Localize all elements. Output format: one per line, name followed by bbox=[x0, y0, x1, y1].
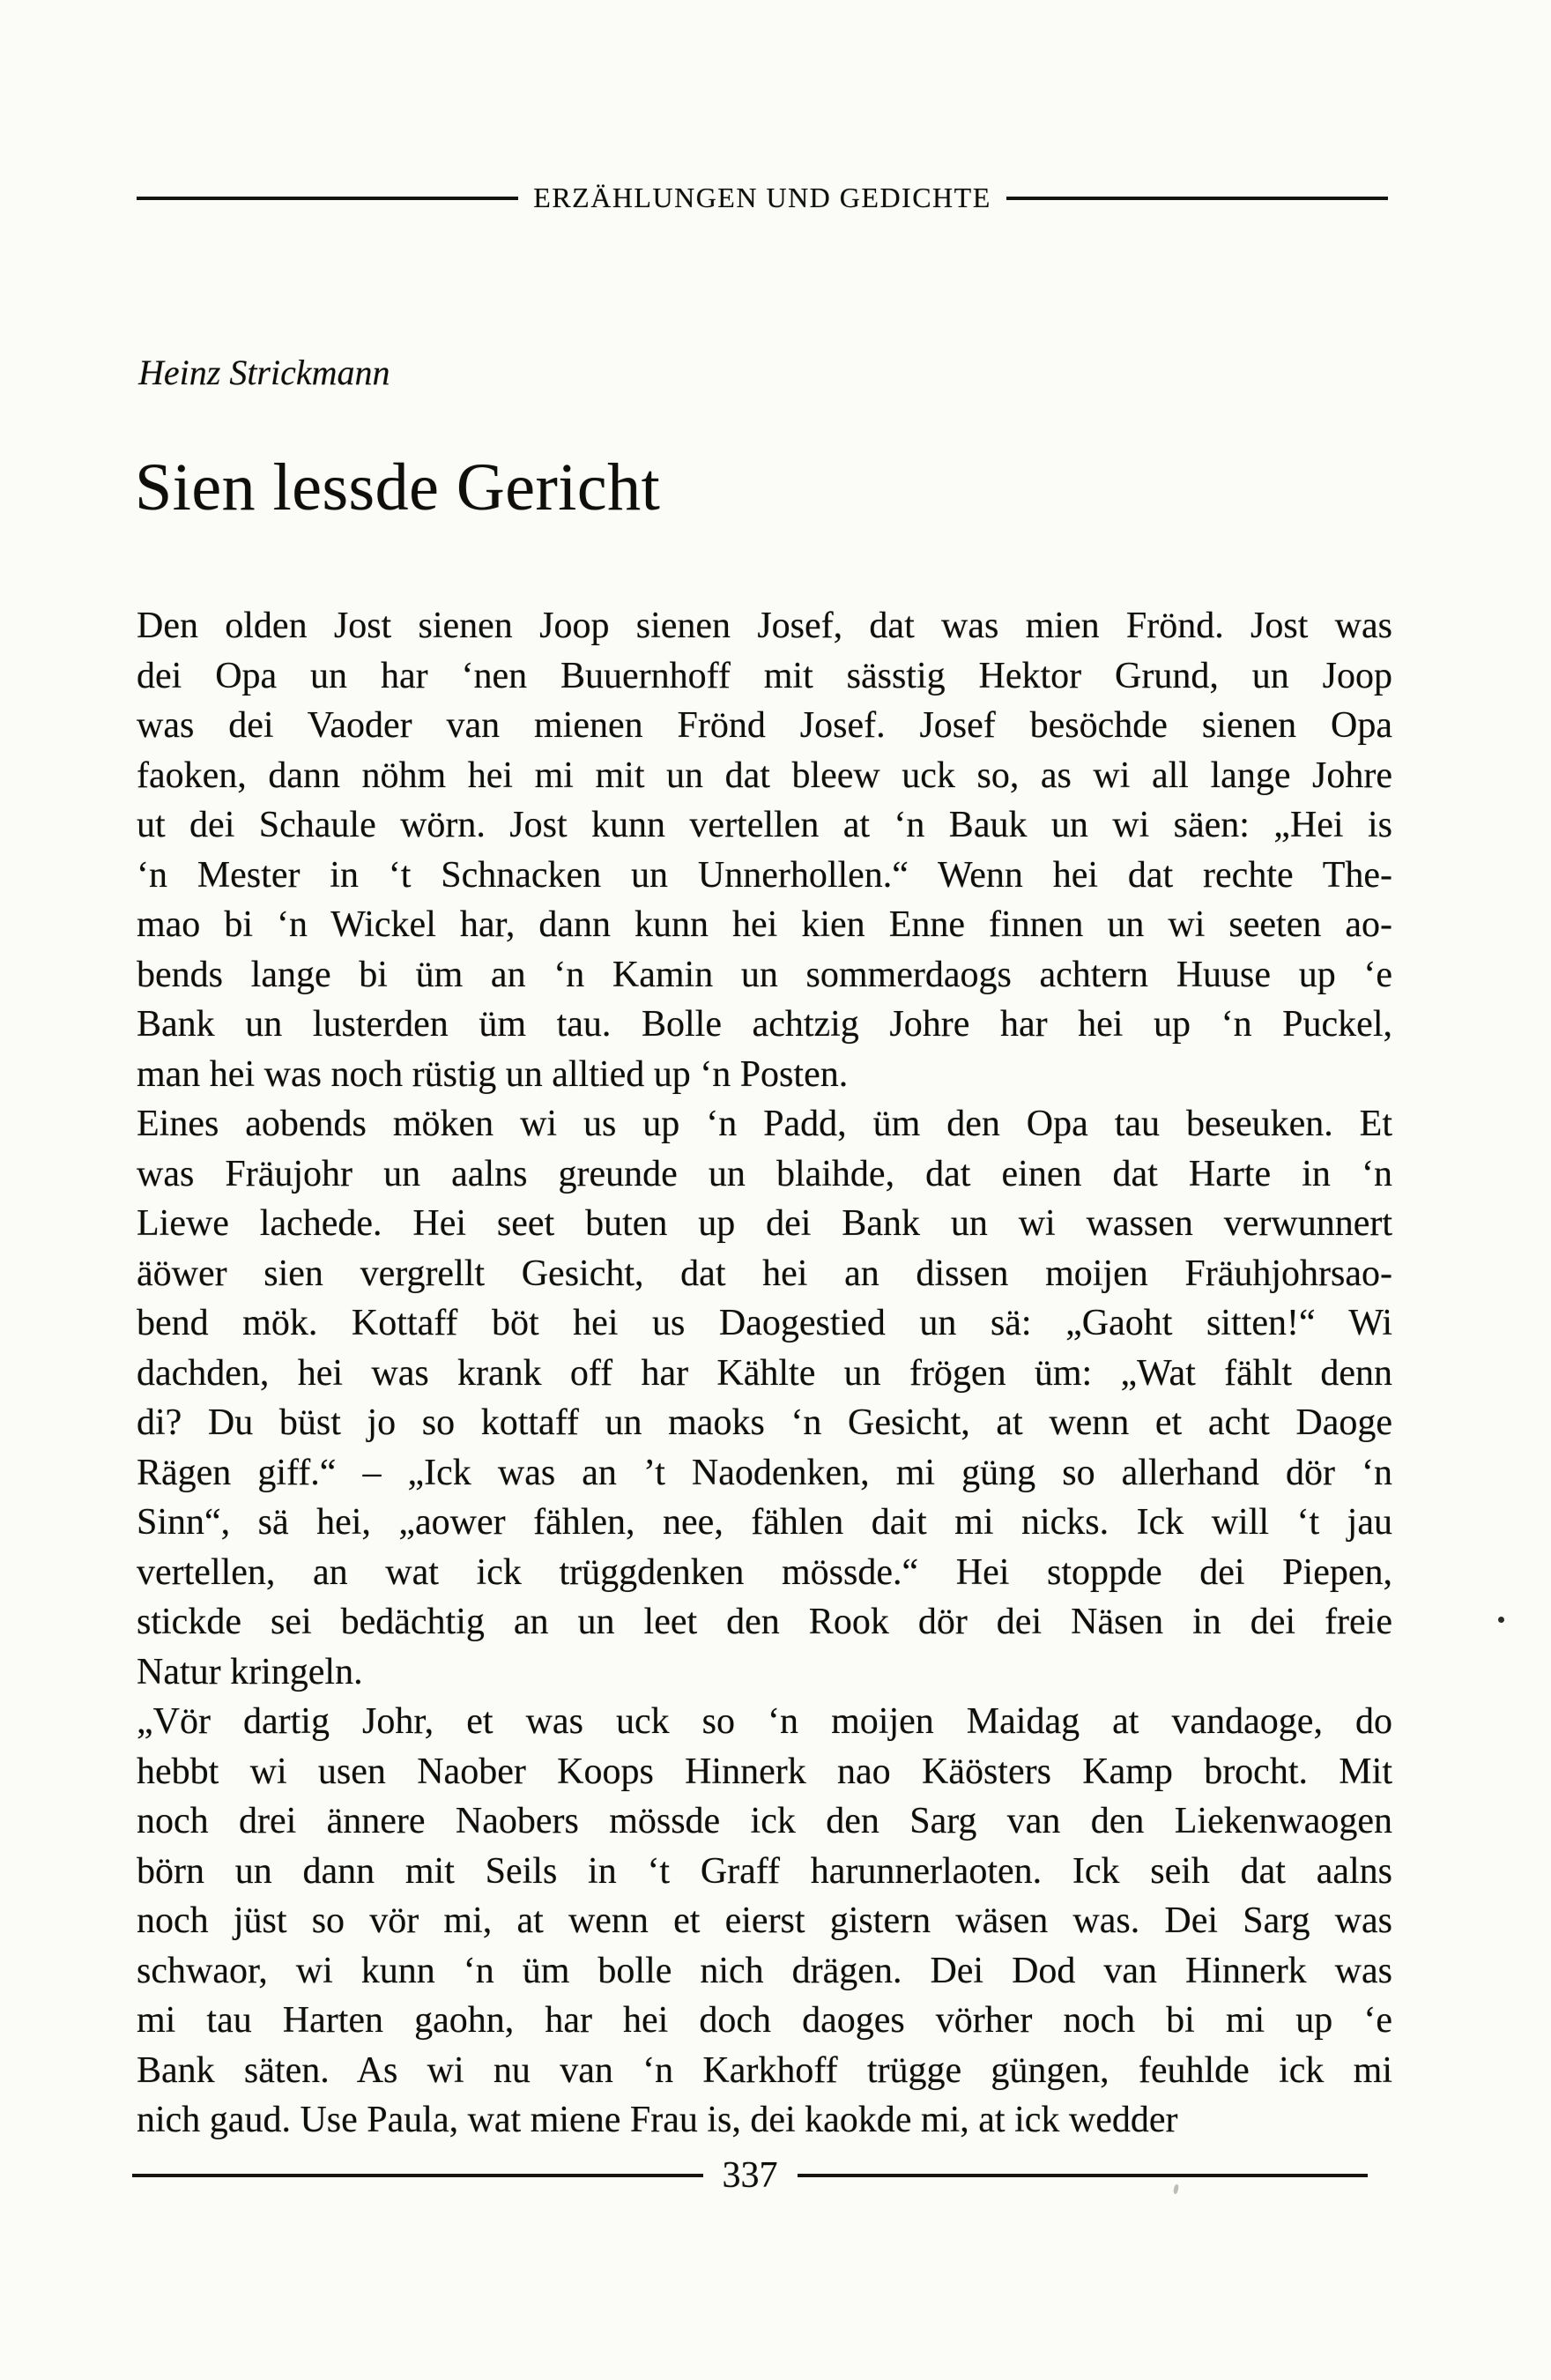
text-line: vertellen, an wat ick trüggdenken mössde.“ Hei stoppde dei Piepen, bbox=[137, 1551, 1392, 1593]
article-body bbox=[137, 601, 1392, 2146]
text-line: „Vör dartig Johr, et was uck so ‘n moijen Maidag at vandaoge, do bbox=[137, 1701, 1392, 1742]
text-line: börn un dann mit Seils in ‘t Graff harunnerlaoten. Ick seih dat aalns bbox=[137, 1850, 1392, 1892]
running-header bbox=[137, 182, 1388, 214]
text-line: mao bi ‘n Wickel har, dann kunn hei kien Enne finnen un wi seeten ao- bbox=[137, 904, 1392, 945]
text-line: bend mök. Kottaff böt hei us Daogestied un sä: „Gaoht sitten!“ Wi bbox=[137, 1303, 1392, 1343]
text-line: noch jüst so vör mi, at wenn et eierst gistern wäsen was. Dei Sarg was bbox=[137, 1900, 1392, 1941]
text-line: man hei was noch rüstig un alltied up ‘n Posten. bbox=[137, 1053, 849, 1095]
text-line: Natur kringeln. bbox=[137, 1651, 363, 1692]
text-line: di? Du büst jo so kottaff un maoks ‘n Gesicht, at wenn et acht Daoge bbox=[137, 1402, 1392, 1443]
footer-rule-left bbox=[132, 2174, 703, 2177]
text-line: nich gaud. Use Paula, wat miene Frau is, dei kaokde mi, at ick wedder bbox=[137, 2100, 1178, 2140]
text-line: was dei Vaoder van mienen Frönd Josef. Josef besöchde sienen Opa bbox=[137, 705, 1392, 746]
text-line: äöwer sien vergrellt Gesicht, dat hei an dissen moijen Fräuhjohrsao- bbox=[137, 1253, 1392, 1294]
page-number: 337 bbox=[722, 2155, 778, 2196]
scan-speck bbox=[1498, 1617, 1504, 1623]
text-line: Sinn“, sä hei, „aower fählen, nee, fählen dait mi nicks. Ick will ‘t jau bbox=[137, 1502, 1392, 1543]
paragraph bbox=[137, 1697, 1392, 2146]
text-line: Eines aobends möken wi us up ‘n Padd, üm den Opa tau beseuken. Et bbox=[137, 1104, 1392, 1144]
text-line: Liewe lachede. Hei seet buten up dei Bank un wi wassen verwunnert bbox=[137, 1203, 1392, 1244]
article-title: Sien lessde Gericht bbox=[135, 450, 661, 524]
paragraph bbox=[137, 1099, 1392, 1697]
text-line: was Fräujohr un aalns greunde un blaihde, dat einen dat Harte in ‘n bbox=[137, 1153, 1392, 1194]
running-header-title: ERZÄHLUNGEN UND GEDICHTE bbox=[533, 182, 991, 213]
text-line: noch drei ännere Naobers mössde ick den Sarg van den Liekenwaogen bbox=[137, 1801, 1392, 1841]
text-line: dachden, hei was krank off har Kählte un frögen üm: „Wat fählt denn bbox=[137, 1352, 1392, 1394]
text-line: schwaor, wi kunn ‘n üm bolle nich drägen. Dei Dod van Hinnerk was bbox=[137, 1950, 1392, 1991]
text-line: ut dei Schaule wörn. Jost kunn vertellen at ‘n Bauk un wi säen: „Hei is bbox=[137, 805, 1392, 845]
text-line: hebbt wi usen Naober Koops Hinnerk nao Käösters Kamp brocht. Mit bbox=[137, 1751, 1392, 1792]
author-name: Heinz Strickmann bbox=[138, 353, 390, 392]
text-line: stickde sei bedächtig an un leet den Rook dör dei Näsen in dei freie bbox=[137, 1602, 1392, 1642]
text-line: ‘n Mester in ‘t Schnacken un Unnerhollen.“ Wenn hei dat rechte The- bbox=[137, 854, 1392, 896]
header-rule-left bbox=[137, 197, 518, 200]
text-line: Den olden Jost sienen Joop sienen Josef, dat was mien Frönd. Jost was bbox=[137, 606, 1392, 646]
text-line: dei Opa un har ‘nen Buuernhoff mit sässtig Hektor Grund, un Joop bbox=[137, 655, 1392, 696]
text-line: mi tau Harten gaohn, har hei doch daoges vörher noch bi mi up ‘e bbox=[137, 2000, 1392, 2041]
text-line: Rägen giff.“ – „Ick was an ’t Naodenken, mi güng so allerhand dör ‘n bbox=[137, 1452, 1392, 1493]
paragraph bbox=[137, 601, 1392, 1099]
text-line: faoken, dann nöhm hei mi mit un dat bleew uck so, as wi all lange Johre bbox=[137, 755, 1392, 796]
text-line: Bank säten. As wi nu van ‘n Karkhoff trügge güngen, feuhlde ick mi bbox=[137, 2049, 1392, 2091]
text-line: Bank un lusterden üm tau. Bolle achtzig Johre har hei up ‘n Puckel, bbox=[137, 1004, 1392, 1045]
footer-rule-right bbox=[798, 2174, 1369, 2177]
header-rule-right bbox=[1006, 197, 1388, 200]
text-line: bends lange bi üm an ‘n Kamin un sommerdaogs achtern Huuse up ‘e bbox=[137, 954, 1392, 995]
page-footer bbox=[132, 2154, 1368, 2197]
